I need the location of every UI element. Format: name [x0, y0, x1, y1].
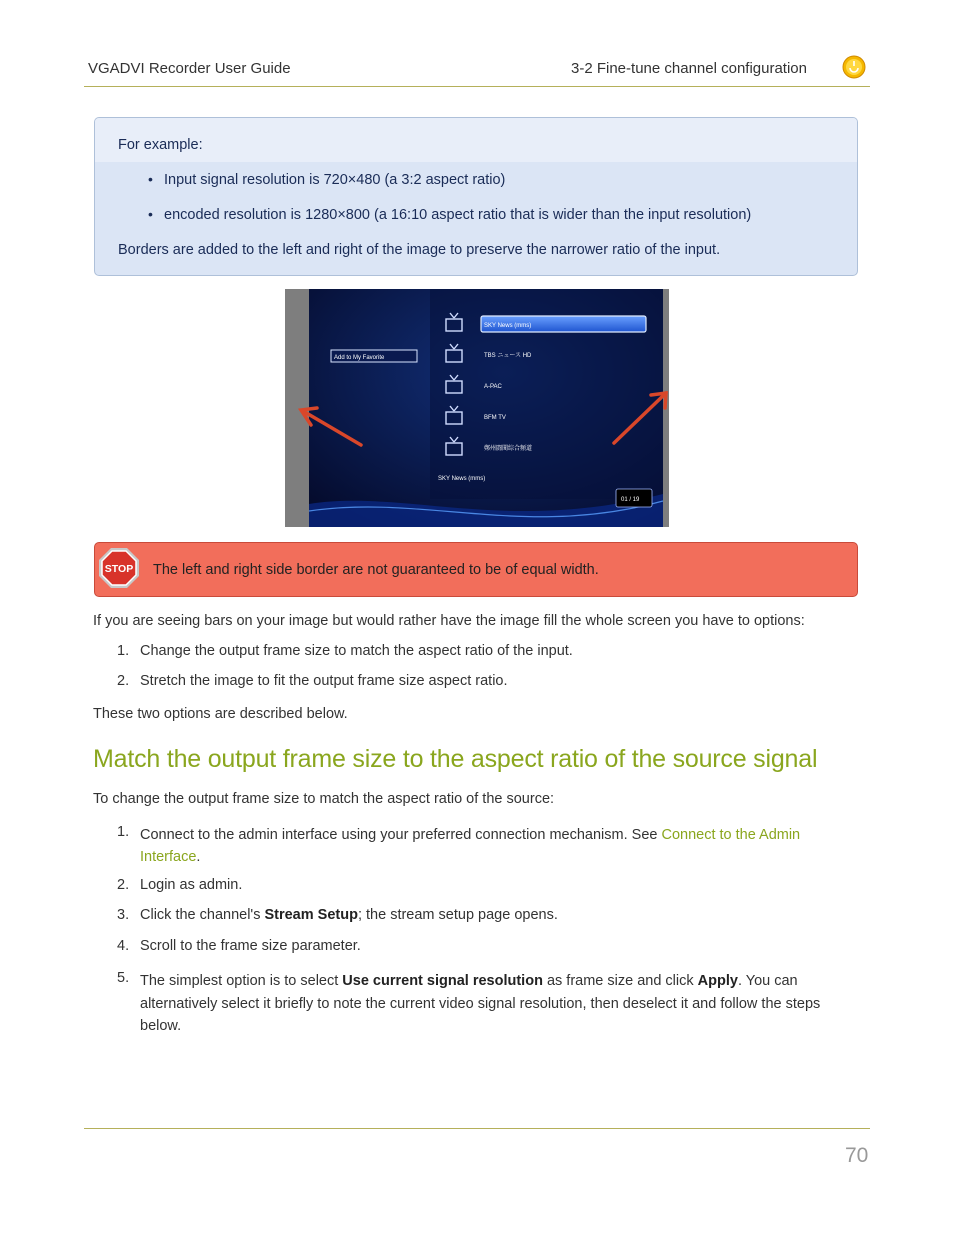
options-summary: These two options are described below. — [93, 706, 348, 722]
step-number: 4. — [117, 938, 130, 954]
lightbulb-icon — [842, 55, 866, 79]
svg-text:SKY News (mms): SKY News (mms) — [484, 323, 532, 329]
section-intro: To change the output frame size to match the aspect ratio of the source: — [93, 791, 555, 807]
example-bullet — [148, 171, 506, 188]
admin-interface-link[interactable]: Connect to the Admin Interface — [140, 827, 801, 865]
intro-paragraph: If you are seeing bars on your image but would rather have the image fill the whole screen you have to options: — [93, 613, 805, 629]
step-number: 3. — [117, 907, 130, 923]
svg-text:鄭州闘聞综合頻道: 鄭州闘聞综合頻道 — [484, 446, 533, 452]
step-text: Connect to the admin interface using your preferred connection mechanism. See Connect to the Admin Interface. — [140, 827, 801, 865]
example-callout-header — [95, 118, 857, 162]
channel-menu-screenshot — [285, 289, 669, 527]
step-number: 2. — [117, 877, 130, 893]
header-doc-title: VGADVI Recorder User Guide — [88, 60, 291, 77]
step-text: Click the channel's Stream Setup; the stream setup page opens. — [140, 907, 558, 923]
step-text: The simplest option is to select Use current signal resolution as frame size and click Apply. You can alternatively select it briefly to note the current video signal resolution, then deselect it and follow the steps below. — [140, 973, 821, 1034]
stop-icon-label: STOP — [104, 563, 134, 575]
step-number: 5. — [117, 970, 130, 986]
option-text: Change the output frame size to match the aspect ratio of the input. — [140, 643, 573, 659]
option-number: 1. — [117, 643, 130, 659]
svg-text:01 / 19: 01 / 19 — [621, 497, 640, 503]
svg-text:TBS ニュース HD: TBS ニュース HD — [484, 353, 532, 359]
stop-sign-icon — [98, 547, 140, 589]
example-bullet-text: encoded resolution is 1280×800 (a 16:10 aspect ratio that is wider than the input resolution) — [164, 207, 752, 223]
bullet-dot-icon: • — [148, 171, 153, 187]
stop-note-text: The left and right side border are not guaranteed to be of equal width. — [153, 562, 599, 578]
example-bullet-text: Input signal resolution is 720×480 (a 3:2 aspect ratio) — [164, 172, 506, 188]
svg-text:BFM TV: BFM TV — [484, 415, 506, 421]
step-text: Login as admin. — [140, 877, 243, 893]
bullet-dot-icon: • — [148, 206, 153, 222]
page-number: 70 — [845, 1144, 869, 1167]
header-divider — [84, 86, 870, 87]
svg-text:SKY News (mms): SKY News (mms) — [438, 476, 486, 482]
option-text: Stretch the image to fit the output frame size aspect ratio. — [140, 673, 508, 689]
example-title: For example: — [118, 137, 203, 153]
footer-divider — [84, 1128, 870, 1129]
favorite-label: Add to My Favorite — [334, 355, 385, 361]
example-footer: Borders are added to the left and right of the image to preserve the narrower ratio of the input. — [118, 242, 721, 258]
section-heading: Match the output frame size to the aspect ratio of the source signal — [93, 745, 818, 773]
option-number: 2. — [117, 673, 130, 689]
header-section-title: 3-2 Fine-tune channel configuration — [571, 60, 807, 77]
step-number: 1. — [117, 824, 130, 840]
svg-text:A-PAC: A-PAC — [484, 384, 502, 390]
step-text: Scroll to the frame size parameter. — [140, 938, 361, 954]
example-bullet — [148, 206, 752, 223]
